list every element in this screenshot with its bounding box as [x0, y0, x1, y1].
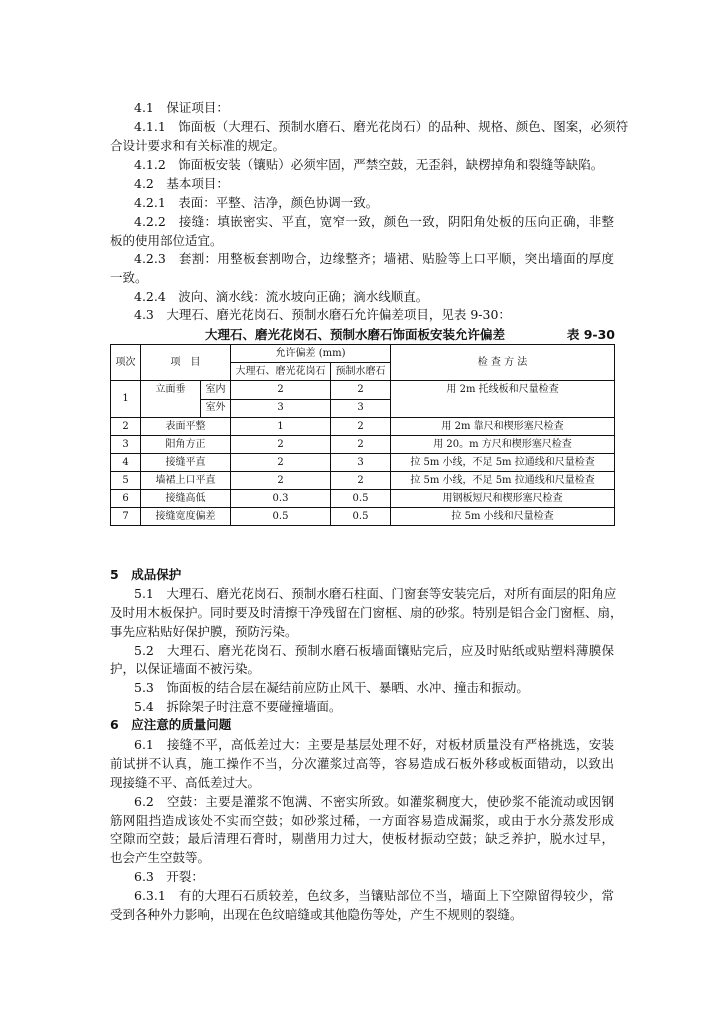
clause-4-2-1: 4.2.1 表面：平整、洁净，颜色协调一致。 [134, 195, 379, 210]
cell-v1: 2 [231, 454, 331, 472]
section-5-heading: 5 成品保护 [110, 567, 182, 582]
table-row [111, 508, 615, 526]
clause-4-2: 4.2 基本项目： [134, 176, 229, 191]
clause-5-2: 5.2 大理石、磨光花岗石、预制水磨石板墙面镶贴完后，应及时贴纸或贴塑料薄膜保 [134, 643, 614, 658]
cell-v1: 0.5 [231, 508, 331, 526]
clause-4-3: 4.3 大理石、磨光花岗石、预制水磨石允许偏差项目，见表 9-30： [134, 307, 511, 322]
header-item: 项 目 [141, 345, 231, 381]
clause-6-2: 6.2 空鼓：主要是灌浆不饱满、不密实所致。如灌浆稠度大，使砂浆不能流动或因钢 [134, 794, 614, 809]
table-header-row [111, 345, 615, 363]
cell-v2: 3 [331, 454, 391, 472]
cell-v2: 0.5 [331, 490, 391, 508]
clause-6-3-1-cont: 受到各种外力影响，出现在色纹暗缝或其他隐伤等处，产生不规则的裂缝。 [110, 907, 523, 922]
cell-method: 用 2m 托线板和尺量检查 [391, 381, 615, 418]
cell-no: 7 [111, 508, 141, 526]
cell-method: 拉 5m 小线和尺量检查 [391, 508, 615, 526]
clause-4-2-2-cont: 板的使用部位适宜。 [110, 233, 223, 248]
table-row [111, 454, 615, 472]
cell-sub: 室内 [201, 381, 231, 400]
table-title: 大理石、磨光花岗石、预制水磨石饰面板安装允许偏差 [205, 327, 506, 342]
cell-item: 墙裙上口平直 [141, 472, 231, 490]
clause-4-1-1-cont: 合设计要求和有关标准的规定。 [110, 138, 286, 153]
clause-5-1: 5.1 大理石、磨光花岗石、预制水磨石柱面、门窗套等安装完后，对所有面层的阳角应 [134, 586, 617, 601]
header-terrazzo: 预制水磨石 [331, 363, 391, 381]
cell-no: 3 [111, 436, 141, 454]
clause-5-3: 5.3 饰面板的结合层在凝结前应防止风干、暴晒、水冲、撞击和振动。 [134, 680, 529, 695]
table-row [111, 418, 615, 436]
clause-4-2-3-cont: 一致。 [110, 270, 148, 285]
cell-v1: 0.3 [231, 490, 331, 508]
cell-method: 拉 5m 小线，不足 5m 拉通线和尺量检查 [391, 472, 615, 490]
cell-method: 拉 5m 小线，不足 5m 拉通线和尺量检查 [391, 454, 615, 472]
tolerance-table [110, 344, 615, 526]
clause-5-4: 5.4 拆除架子时注意不要碰撞墙面。 [134, 699, 342, 714]
table-row [111, 490, 615, 508]
clause-6-1: 6.1 接缝不平，高低差过大：主要是基层处理不好，对板材质量没有严格挑选，安装 [134, 737, 614, 752]
table-caption [205, 325, 615, 343]
cell-v1: 2 [231, 381, 331, 400]
cell-item: 接缝高低 [141, 490, 231, 508]
cell-v2: 2 [331, 436, 391, 454]
cell-item: 表面平整 [141, 418, 231, 436]
header-tolerance: 允许偏差 (mm) [231, 345, 391, 363]
clause-6-3-1: 6.3.1 有的大理石石质较差，色纹多，当镶贴部位不当，墙面上下空隙留得较少，常 [134, 888, 614, 903]
clause-4-1: 4.1 保证项目： [134, 100, 229, 115]
section-6-heading: 6 应注意的质量问题 [110, 717, 232, 732]
clause-5-1-cont: 及时用木板保护。同时要及时清擦干净残留在门窗框、扇的砂浆。特别是铝合金门窗框、扇， [110, 605, 623, 620]
cell-v1: 1 [231, 418, 331, 436]
cell-no: 2 [111, 418, 141, 436]
clause-6-2-cont: 筋网阻挡造成该处不实而空鼓；如砂浆过稀，一方面容易造成漏浆，或由于水分蒸发形成 [110, 813, 614, 828]
clause-5-2-cont: 护，以保证墙面不被污染。 [110, 661, 261, 676]
table-row [111, 436, 615, 454]
cell-method: 用钢板短尺和楔形塞尺检查 [391, 490, 615, 508]
cell-v1: 2 [231, 472, 331, 490]
cell-v2: 2 [331, 472, 391, 490]
clause-6-3: 6.3 开裂： [134, 869, 204, 884]
cell-item: 立面垂 [141, 381, 201, 418]
cell-method: 用 2m 靠尺和楔形塞尺检查 [391, 418, 615, 436]
cell-v2: 3 [331, 399, 391, 418]
cell-v1: 2 [231, 436, 331, 454]
cell-item: 接缝平直 [141, 454, 231, 472]
header-marble-granite: 大理石、磨光花岗石 [231, 363, 331, 381]
cell-no: 5 [111, 472, 141, 490]
clause-4-1-2: 4.1.2 饰面板安装（镶贴）必须牢固，严禁空鼓，无歪斜，缺楞掉角和裂缝等缺陷。 [134, 157, 604, 172]
clause-6-2-cont3: 也会产生空鼓等。 [110, 850, 211, 865]
table-row [111, 472, 615, 490]
clause-6-2-cont2: 空隙而空鼓；最后清理石膏时，剔凿用力过大，使板材振动空鼓；缺乏养护，脱水过早， [110, 831, 614, 846]
clause-4-2-4: 4.2.4 波向、滴水线：流水坡向正确；滴水线顺直。 [134, 289, 429, 304]
cell-v2: 0.5 [331, 508, 391, 526]
clause-6-1-cont: 前试拼不认真，施工操作不当，分次灌浆过高等，容易造成石板外移或板面错动，以致出 [110, 756, 614, 771]
cell-item: 接缝宽度偏差 [141, 508, 231, 526]
clause-4-2-3: 4.2.3 套割：用整板套割吻合，边缘整齐；墙裙、贴脸等上口平顺，突出墙面的厚度 [134, 251, 614, 266]
cell-method: 用 20。m 方尺和楔形塞尺检查 [391, 436, 615, 454]
cell-no: 4 [111, 454, 141, 472]
cell-sub: 室外 [201, 399, 231, 418]
clause-5-1-cont2: 事先应粘贴好保护膜，预防污染。 [110, 624, 298, 639]
cell-v2: 2 [331, 381, 391, 400]
header-no: 项次 [111, 345, 141, 381]
clause-4-2-2: 4.2.2 接缝：填嵌密实、平直，宽窄一致，颜色一致，阴阳角处板的压向正确，非整 [134, 214, 614, 229]
table-row [111, 381, 615, 400]
cell-no: 1 [111, 381, 141, 418]
cell-v1: 3 [231, 399, 331, 418]
header-method: 检 查 方 法 [391, 345, 615, 381]
cell-no: 6 [111, 490, 141, 508]
table-number: 表 9-30 [566, 327, 615, 342]
clause-4-1-1: 4.1.1 饰面板（大理石、预制水磨石、磨光花岗石）的品种、规格、颜色、图案，必须符 [134, 119, 629, 134]
clause-6-1-cont2: 现接缝不平、高低差过大。 [110, 775, 261, 790]
cell-item: 阳角方正 [141, 436, 231, 454]
cell-v2: 2 [331, 418, 391, 436]
